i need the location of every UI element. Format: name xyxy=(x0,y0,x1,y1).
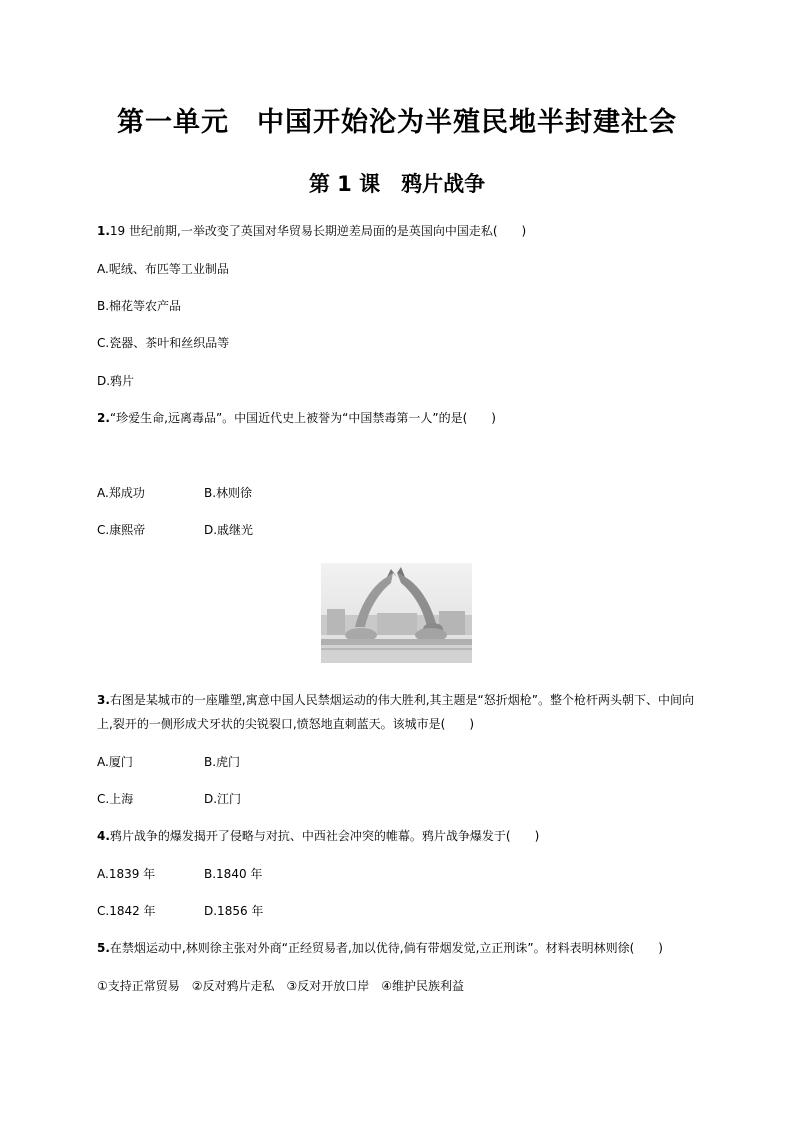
question-3-stem-line-2: 上,裂开的一侧形成犬牙状的尖锐裂口,愤怒地直刺蓝天。该城市是( ) xyxy=(97,717,474,731)
question-4-option-b[interactable]: B.1840 年 xyxy=(204,867,263,881)
question-2-option-a[interactable]: A.郑成功 xyxy=(97,486,145,500)
question-1-option-d[interactable]: D.鸦片 xyxy=(97,374,135,388)
question-5-statements: ①支持正常贸易 ②反对鸦片走私 ③反对开放口岸 ④维护民族利益 xyxy=(97,979,465,993)
question-1-option-b[interactable]: B.棉花等农产品 xyxy=(97,299,182,313)
question-3-option-d[interactable]: D.江门 xyxy=(204,792,242,806)
lesson-title: 第 1 课 鸦片战争 xyxy=(308,172,486,196)
question-4-option-c[interactable]: C.1842 年 xyxy=(97,904,156,918)
question-2-option-c[interactable]: C.康熙帝 xyxy=(97,523,146,537)
question-1-option-c[interactable]: C.瓷器、茶叶和丝织品等 xyxy=(97,336,230,350)
question-2-option-b[interactable]: B.林则徐 xyxy=(204,486,253,500)
question-5-stem: 5.在禁烟运动中,林则徐主张对外商“正经贸易者,加以优待,倘有带烟发觉,立正刑诛”。材料表明林则徐( ) xyxy=(97,941,663,955)
question-3-option-b[interactable]: B.虎门 xyxy=(204,755,241,769)
question-1-stem: 1.19 世纪前期,一举改变了英国对华贸易长期逆差局面的是英国向中国走私( ) xyxy=(97,224,527,238)
question-4-option-a[interactable]: A.1839 年 xyxy=(97,867,156,881)
unit-title: 第一单元 中国开始沦为半殖民地半封建社会 xyxy=(117,107,677,138)
question-4-option-d[interactable]: D.1856 年 xyxy=(204,904,264,918)
question-2-option-d[interactable]: D.戚继光 xyxy=(204,523,254,537)
sculpture-photo xyxy=(321,563,472,663)
question-3-option-a[interactable]: A.厦门 xyxy=(97,755,133,769)
question-3-stem-line-1: 3.右图是某城市的一座雕塑,寓意中国人民禁烟运动的伟大胜利,其主题是“怒折烟枪”。整个枪杆两头朝下、中间向 xyxy=(97,693,694,707)
question-3-option-c[interactable]: C.上海 xyxy=(97,792,134,806)
question-2-stem: 2.“珍爱生命,远离毒品”。中国近代史上被誉为“中国禁毒第一人”的是( ) xyxy=(97,411,496,425)
question-1-option-a[interactable]: A.呢绒、布匹等工业制品 xyxy=(97,262,229,276)
question-4-stem: 4.鸦片战争的爆发揭开了侵略与对抗、中西社会冲突的帷幕。鸦片战争爆发于( ) xyxy=(97,829,540,843)
